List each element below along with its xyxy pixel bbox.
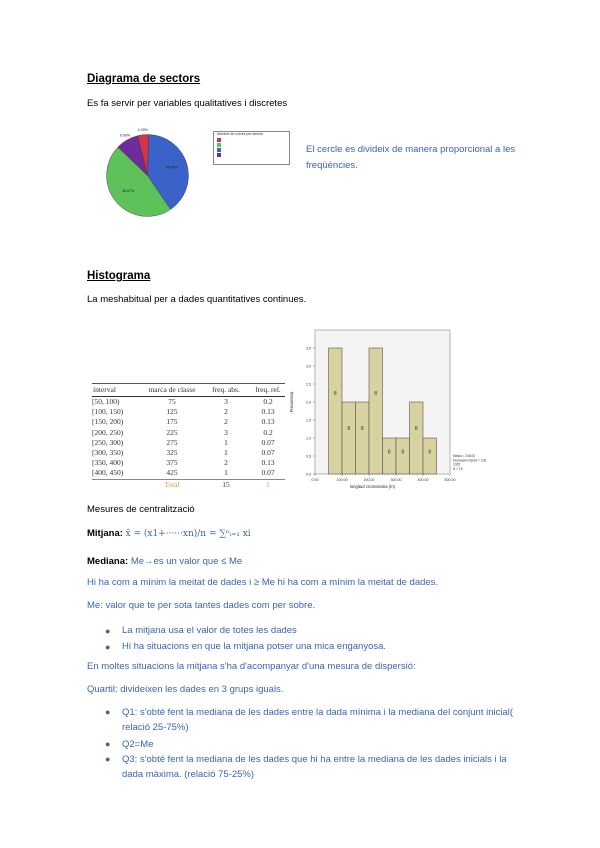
median-explanation: Hi ha com a mínim la meitat de dades i ≥ Me hi ha com a mínim la meitat de dades. bbox=[87, 577, 439, 588]
legend-swatch bbox=[217, 143, 221, 147]
median-text: Me→es un valor que ≤ Me bbox=[130, 556, 243, 567]
y-tick-label: 3,5 bbox=[306, 346, 311, 351]
histogram-bar bbox=[423, 438, 437, 474]
table-cell: 1 bbox=[224, 437, 228, 447]
x-tick-label: 400,00 bbox=[417, 478, 429, 482]
table-cell: 0.07 bbox=[261, 437, 275, 447]
quartile-list bbox=[105, 705, 517, 782]
table-row bbox=[92, 438, 288, 448]
mean-line bbox=[87, 528, 251, 539]
histogram-bar bbox=[410, 402, 424, 474]
mean-label: Mitjana: bbox=[87, 528, 123, 539]
mean-notes-list bbox=[105, 623, 502, 655]
bar-label: 8 bbox=[428, 449, 432, 456]
sectors-subtitle: Es fa servir per variables qualitatives i discretes bbox=[87, 98, 288, 109]
table-header: freq. rel. bbox=[248, 384, 288, 397]
x-axis-label: longitud cromosoma (m) bbox=[349, 484, 396, 489]
histogram-bar bbox=[342, 402, 356, 474]
table-cell: 225 bbox=[166, 427, 178, 437]
x-tick-label: 200,00 bbox=[363, 478, 375, 482]
table-row bbox=[92, 468, 288, 479]
histogram-bar bbox=[396, 438, 410, 474]
table-cell: 0.13 bbox=[261, 417, 275, 427]
sectors-description: El cercle es divideix de manera proporcional a les freqüències. bbox=[306, 144, 516, 171]
table-cell: [400, 450) bbox=[92, 468, 124, 478]
table-cell: 0.13 bbox=[261, 407, 275, 417]
table-cell: [150, 200) bbox=[92, 417, 124, 427]
table-row bbox=[92, 448, 288, 458]
pie-legend bbox=[213, 131, 290, 165]
histogram-bar bbox=[329, 348, 343, 474]
table-cell: 125 bbox=[166, 407, 178, 417]
median-label: Mediana: bbox=[87, 556, 129, 567]
table-row bbox=[92, 417, 288, 427]
table-row bbox=[92, 458, 288, 468]
bar-label: 8 bbox=[374, 391, 378, 398]
table-row bbox=[92, 407, 288, 417]
table-cell: 1 bbox=[224, 468, 228, 478]
table-cell: 0.2 bbox=[263, 397, 273, 406]
list-item: ● Hi ha situacions en que la mitjana potser una mica enganyosa. bbox=[105, 641, 387, 652]
sectors-heading: Diagrama de sectors bbox=[87, 73, 201, 85]
bar-label: 8 bbox=[333, 391, 337, 398]
table-cell: 2 bbox=[224, 417, 228, 427]
y-tick-label: 0,0 bbox=[306, 472, 311, 477]
x-tick-label: 500,00 bbox=[444, 478, 456, 482]
table-cell: 0.07 bbox=[261, 448, 275, 458]
list-item: ● Q2=Me bbox=[105, 739, 154, 750]
table-cell: 1 bbox=[224, 448, 228, 458]
legend-swatch bbox=[217, 148, 221, 152]
legend-swatch bbox=[217, 138, 221, 142]
pie-chart bbox=[100, 128, 195, 223]
mean-formula: x̄ = (x1+······xn)/n = ∑ⁿᵢ₌₁ xi bbox=[125, 529, 251, 539]
table-total-rel: 1 bbox=[266, 479, 270, 489]
histogram-bar bbox=[369, 348, 383, 474]
stats-text: Media = 246,00 bbox=[453, 454, 476, 458]
table-cell: 275 bbox=[166, 437, 178, 447]
list-item: ● La mitjana usa el valor de totes les dades bbox=[105, 625, 297, 636]
quartile-definition: Quartil: divideixen les dades en 3 grups iguals. bbox=[87, 684, 284, 695]
table-cell: 2 bbox=[224, 407, 228, 417]
x-tick-label: 0,00 bbox=[311, 478, 319, 482]
histogram-heading: Histograma bbox=[87, 270, 151, 282]
table-cell: 2 bbox=[224, 458, 228, 468]
x-tick-label: 300,00 bbox=[390, 478, 402, 482]
stats-text: Desviación típica = 118, bbox=[453, 458, 487, 463]
x-tick-label: 100,00 bbox=[336, 478, 348, 482]
y-tick-label: 3,0 bbox=[306, 364, 311, 369]
histogram-chart bbox=[285, 322, 495, 492]
bar-label: 8 bbox=[414, 426, 418, 433]
median-definition: Me: valor que te per sota tantes dades com per sobre. bbox=[87, 600, 316, 611]
histogram-bar bbox=[383, 438, 397, 474]
bar-label: 8 bbox=[347, 426, 351, 433]
legend-swatch bbox=[217, 153, 221, 157]
list-item: ● Q3: s'obté fent la mediana de les dades que hi ha entre la mediana de les dades inicials i la dada màxima. (relació 75-25%) bbox=[105, 754, 507, 780]
stats-text: N = 15 bbox=[453, 466, 463, 471]
table-cell: 0.2 bbox=[263, 427, 273, 437]
table-cell: [200, 250) bbox=[92, 427, 124, 437]
table-row bbox=[92, 428, 288, 438]
y-tick-label: 1,0 bbox=[306, 436, 311, 441]
dispersion-note: En moltes situacions la mitjana s'ha d'acompanyar d'una mesura de dispersió: bbox=[87, 661, 416, 672]
pie-slice-label: 4,33% bbox=[137, 128, 148, 132]
pie-slice-label: 40,00% bbox=[165, 165, 179, 170]
table-cell: [250, 300) bbox=[92, 437, 124, 447]
y-tick-label: 2,5 bbox=[306, 382, 311, 387]
y-tick-label: 0,5 bbox=[306, 454, 311, 459]
table-total-label: Total bbox=[164, 479, 180, 489]
median-line bbox=[87, 556, 242, 567]
table-cell: [300, 350) bbox=[92, 448, 124, 458]
table-cell: [350, 400) bbox=[92, 458, 124, 468]
table-cell: 0.07 bbox=[261, 468, 275, 478]
bar-label: 8 bbox=[387, 449, 391, 456]
pie-slice-label: 46,67% bbox=[122, 188, 135, 193]
pie-legend-title: Nombre de cotxes per família bbox=[217, 132, 263, 136]
table-total-value: 15 bbox=[222, 479, 230, 489]
table-cell: [100, 150) bbox=[92, 407, 124, 417]
table-cell: [50, 100) bbox=[92, 397, 120, 406]
centralization-heading: Mesures de centralització bbox=[87, 504, 195, 515]
table-cell: 175 bbox=[166, 417, 178, 427]
table-cell: 3 bbox=[224, 427, 228, 437]
table-cell: 375 bbox=[166, 458, 178, 468]
histogram-subtitle: La meshabitual per a dades quantitatives continues. bbox=[87, 294, 307, 305]
list-item: ● Q1: s'obté fent la mediana de les dades entre la dada mínima i la mediana del conjunt inicial( relació 25-75%) bbox=[105, 707, 514, 733]
table-header: freq. abs. bbox=[204, 384, 248, 397]
table-cell: 0.13 bbox=[261, 458, 275, 468]
table-cell: 425 bbox=[166, 468, 178, 478]
bar-label: 8 bbox=[401, 449, 405, 456]
table-cell: 75 bbox=[168, 397, 176, 406]
table-cell: 325 bbox=[166, 448, 178, 458]
table-header: interval bbox=[92, 384, 140, 397]
y-axis-label: Frecuencia bbox=[289, 391, 294, 413]
stats-text: 1025 bbox=[453, 462, 461, 467]
pie-slice-label: 9,00% bbox=[119, 133, 131, 138]
y-tick-label: 1,5 bbox=[306, 418, 311, 423]
table-row bbox=[92, 397, 288, 408]
histogram-bar bbox=[356, 402, 370, 474]
frequency-table bbox=[92, 383, 288, 490]
y-tick-label: 2,0 bbox=[306, 400, 311, 405]
table-cell: 3 bbox=[224, 397, 228, 406]
bar-label: 8 bbox=[360, 426, 364, 433]
table-header: marca de classe bbox=[140, 384, 204, 397]
